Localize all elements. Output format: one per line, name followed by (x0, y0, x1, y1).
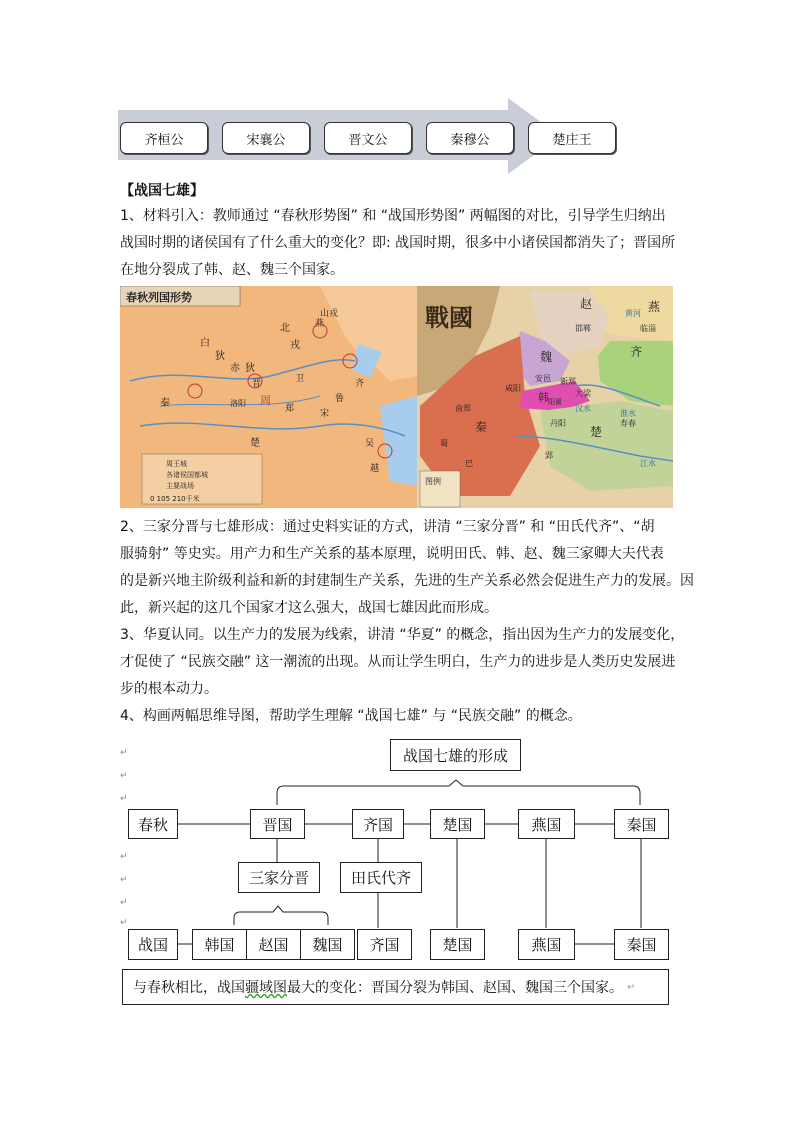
node-label: 韩国 (204, 936, 235, 954)
map-right-label: 燕 (648, 300, 661, 314)
mindmap-node-qin-bottom (614, 929, 669, 960)
summary-note (122, 969, 669, 1005)
node-label: 秦国 (626, 936, 657, 954)
paragraph-2-line: 此，新兴起的这几个国家才这么强大，战国七雄因此而形成。 (120, 600, 498, 616)
node-label: 燕国 (531, 936, 562, 954)
map-left-label: 吴 (365, 439, 375, 449)
node-label: 齐国 (369, 936, 400, 954)
map-right-label: 黄河 (625, 309, 641, 318)
mindmap-node-yan-bottom (518, 929, 575, 960)
node-label: 燕国 (531, 815, 562, 834)
map-left-label: 燕 (315, 319, 325, 329)
map-left-label: 鲁 (335, 394, 345, 404)
mindmap-node-chu-bottom (430, 929, 485, 960)
process-step-1: 齐桓公 (120, 122, 208, 154)
node-label: 魏国 (312, 936, 343, 954)
mindmap-node-yan (518, 809, 575, 839)
map-left-label: 白 (200, 338, 210, 349)
map-right-label: 蜀 (440, 439, 448, 448)
process-step-2: 宋襄公 (222, 122, 310, 154)
node-label: 楚国 (442, 815, 473, 834)
map-left-label: 狄 (245, 363, 255, 374)
mindmap-node-wei (300, 929, 355, 960)
node-label: 楚国 (442, 936, 473, 954)
map-left-label: 山戎 (320, 309, 339, 319)
mindmap-node-partition-of-jin (238, 862, 320, 893)
map-right-label: 巴 (465, 459, 473, 468)
map-right-label: 韩 (538, 391, 549, 404)
map-right-label: 阳翟 (548, 398, 562, 406)
section-heading: 【战国七雄】 (120, 183, 204, 199)
map-left-label: 郑 (285, 404, 295, 414)
node-label: 齐国 (362, 815, 393, 834)
mindmap-node-warring-states (128, 929, 178, 960)
map-right-label: 魏 (540, 350, 553, 364)
map-right-label: 丹阳 (550, 419, 566, 428)
map-right-label: 郢 (545, 451, 553, 460)
mindmap-node-han (192, 929, 247, 960)
map-left-label: 宋 (320, 409, 330, 419)
mindmap-node-qi-bottom (357, 929, 412, 960)
mindmap-node-qi (352, 809, 404, 839)
node-label: 晋国 (262, 815, 293, 834)
map-left-label: 卫 (295, 374, 305, 384)
summary-note-text: 与春秋相比，战国 (133, 980, 245, 996)
paragraph-3-line: 才促使了 “民族交融” 这一潮流的出现。从而让学生明白，生产力的进步是人类历史发展进 (120, 654, 676, 670)
map-right-label: 寿春 (620, 419, 636, 428)
map-left-legend-item: 主要战场 (166, 482, 194, 490)
map-right-label: 秦 (475, 420, 488, 434)
paragraph-2-line: 服骑射” 等史实。用产力和生产关系的基本原理，说明田氏、韩、赵、魏三家卿大夫代表 (120, 546, 664, 562)
map-left-scale: 0 105 210千米 (150, 495, 200, 503)
node-label: 三家分晋 (248, 869, 309, 887)
return-mark: ↵ (627, 981, 636, 993)
paragraph-4-line: 4、构画两幅思维导图，帮助学生理解 “战国七雄” 与 “民族交融” 的概念。 (120, 708, 582, 724)
node-label: 赵国 (258, 936, 289, 954)
paragraph-1-line: 在地分裂成了韩、赵、魏三个国家。 (120, 262, 344, 278)
map-right-label: 大梁 (575, 389, 591, 398)
paragraph-1-line: 1、材料引入：教师通过 “春秋形势图” 和 “战国形势图” 两幅图的对比，引导学生归纳出 (120, 208, 666, 224)
map-left-label: 齐 (355, 379, 365, 389)
map-right-label: 赵 (580, 297, 593, 311)
paragraph-3-line: 步的根本动力。 (120, 681, 218, 697)
map-left-label: 戎 (290, 340, 300, 351)
map-left-label: 秦 (160, 398, 170, 409)
map-left-label: 晋 (252, 379, 262, 389)
map-left-title: 春秋列国形势 (126, 291, 192, 304)
node-label: 战国 (137, 936, 168, 954)
mindmap-node-chu (430, 809, 485, 839)
process-step-3: 晋文公 (324, 122, 412, 154)
mindmap-node-tian-replace-qi (340, 862, 422, 893)
mindmap-node-qin (614, 809, 669, 839)
map-left-legend-item: 周王城 (166, 460, 187, 468)
map-left-label: 楚 (250, 438, 260, 449)
paragraph-2-line: 2、三家分晋与七雄形成：通过史料实证的方式，讲清 “三家分晋” 和 “田氏代齐”、“胡 (120, 519, 655, 535)
mindmap-node-zhao (246, 929, 301, 960)
map-left-label: 洛阳 (230, 399, 246, 408)
map-right-label: 咸阳 (505, 384, 521, 393)
node-label: 田氏代齐 (350, 869, 411, 887)
map-right-label: 安邑 (535, 374, 551, 383)
map-left-label: 狄 (215, 351, 225, 362)
mindmap-node-jin (250, 809, 305, 839)
map-left-legend-item: 各诸侯国都城 (166, 471, 208, 479)
paragraph-3-line: 3、华夏认同。以生产力的发展为线索，讲清 “华夏” 的概念，指出因为生产力的发展变化， (120, 627, 685, 643)
map-right-title: 戰國 (425, 304, 473, 332)
map-left-label: 越 (370, 464, 380, 474)
process-step-5: 楚庄王 (528, 122, 616, 154)
map-right-label: 新郑 (560, 377, 576, 386)
map-left-label: 赤 (230, 363, 240, 374)
summary-note-underlined: 疆域图 (245, 980, 287, 996)
map-right-label: 汉水 (575, 404, 591, 413)
mindmap-root-label: 战国七雄的形成 (402, 746, 508, 765)
mindmap-node-spring-autumn (128, 809, 178, 839)
node-label: 春秋 (137, 815, 168, 834)
map-left-label: 北 (280, 323, 290, 334)
map-right-label: 楚 (590, 425, 603, 439)
map-right-label: 齐 (630, 345, 643, 359)
map-right-label: 江水 (640, 459, 656, 468)
summary-note-text: 最大的变化：晋国分裂为韩国、赵国、魏国三个国家。 (287, 980, 623, 996)
mindmap-root (390, 739, 521, 771)
map-left-label: 周 (260, 394, 271, 407)
map-right-label: 南郑 (455, 404, 471, 413)
paragraph-2-line: 的是新兴地主阶级利益和新的封建制生产关系，先进的生产关系必然会促进生产力的发展。因 (120, 573, 694, 589)
map-right-legend: 图例 (425, 477, 441, 486)
process-step-4: 秦穆公 (426, 122, 514, 154)
map-right-label: 淮水 (620, 409, 636, 418)
map-right-label: 临淄 (640, 324, 656, 333)
node-label: 秦国 (626, 815, 657, 834)
paragraph-1-line: 战国时期的诸侯国有了什么重大的变化？即: 战国时期，很多中小诸侯国都消失了；晋国所 (120, 235, 676, 251)
map-right-label: 邯郸 (575, 324, 591, 333)
